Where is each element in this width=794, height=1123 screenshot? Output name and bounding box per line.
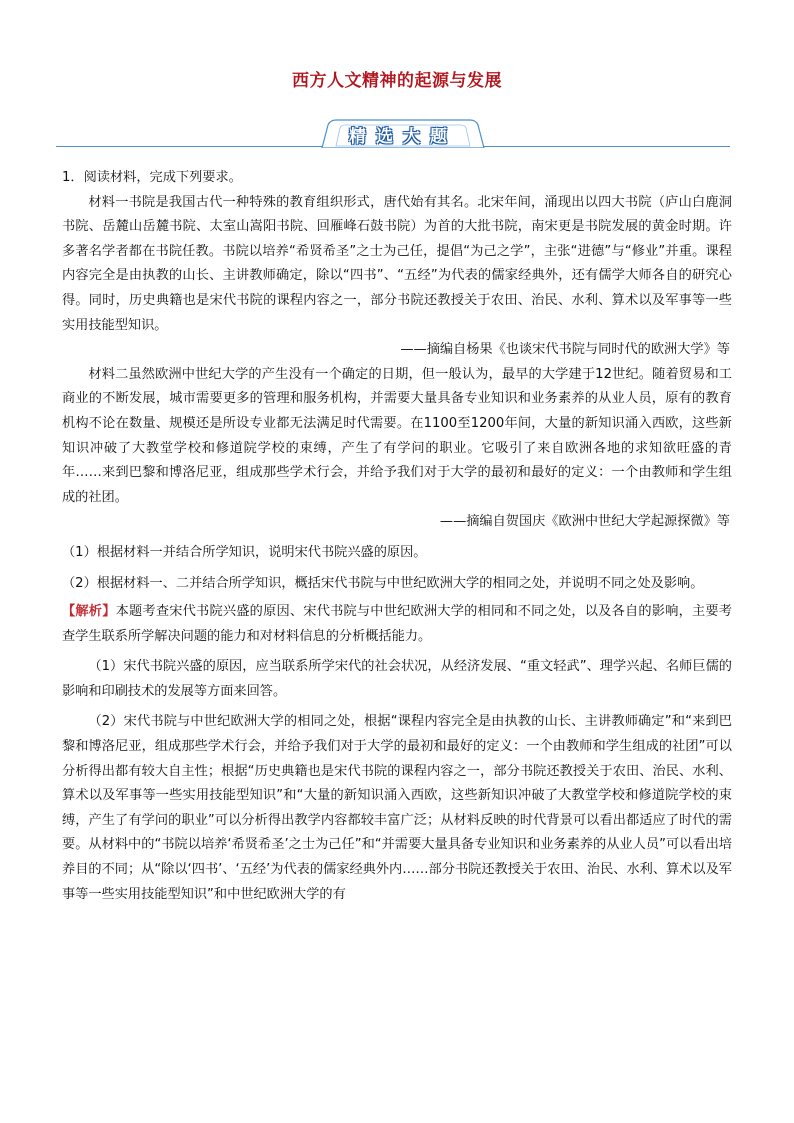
analysis-part-2: （2）宋代书院与中世纪欧洲大学的相同之处，根据“课程内容完全是由执教的山长、主讲教师确定”和“来到巴黎和博洛尼亚，组成那些学术行会，并给予我们对于大学的最初和最好的定义：一个由教师和学生组成的社团”可以分析得出都有较大自主性；根据“历史典籍也是宋代书院的课程内容之一，部分书院还教授关于农田、治民、水利、算术以及军事等一些实用技能型知识”和“大量的新知识涌入西欧，这些新知识冲破了大教堂学校和修道院学校的束缚，产生了有学问的职业”可以分析得出教学内容都较丰富广泛；从材料反映的时代背景可以看出都适应了时代的需要。从材料中的“书院以培养‘希贤希圣’之士为己任”和“并需要大量具备专业知识和业务素养的从业人员”可以看出培养目的不同；从“除以‘四书’、‘五经’为代表的儒家经典外内……部分书院还教授关于农田、治民、水利、算术以及军事等一些实用技能型知识”和中世纪欧洲大学的有 [62, 714, 732, 902]
analysis-part-1: （1）宋代书院兴盛的原因，应当联系所学宋代的社会状况，从经济发展、“重文轻武”、理学兴起、名师巨儒的影响和印刷技术的发展等方面来回答。 [62, 659, 732, 699]
page-title: 西方人文精神的起源与发展 [292, 71, 502, 91]
material-one: 材料一书院是我国古代一种特殊的教育组织形式，唐代始有其名。北宋年间，涌现出以四大书院（庐山白鹿洞书院、岳麓山岳麓书院、太室山嵩阳书院、回雁峰石鼓书院）为首的大批书院，南宋更是书院发展的黄金时期。许多著名学者都在书院任教。书院以培养“希贤希圣”之士为己任，提倡“为己之学”，主张“进德”与“修业”并重。课程内容完全是由执教的山长、主讲教师确定，除以“四书”、“五经”为代表的儒家经典外，还有儒学大师各自的研究心得。同时，历史典籍也是宋代书院的课程内容之一，部分书院还教授关于农田、治民、水利、算术以及军事等一些实用技能型知识。 [62, 194, 732, 333]
section-banner [56, 118, 730, 150]
analysis-intro-paragraph [62, 600, 732, 649]
material-two-source: ——摘编自贺国庆《欧洲中世纪大学起源探微》等 [439, 514, 730, 530]
document-body [62, 166, 732, 907]
analysis-tag: 【解析】 [62, 604, 116, 620]
question-intro: 1．阅读材料，完成下列要求。 [62, 170, 242, 185]
sub-question-1: （1）根据材料一并结合所学知识，说明宋代书院兴盛的原因。 [62, 544, 427, 560]
sub-question-2: （2）根据材料一、二并结合所学知识，概括宋代书院与中世纪欧洲大学的相同之处，并说明不同之处及影响。 [62, 575, 704, 591]
analysis-intro: 本题考查宋代书院兴盛的原因、宋代书院与中世纪欧洲大学的相同和不同之处，以及各自的影响，主要考查学生联系所学解决问题的能力和对材料信息的分析概括能力。 [62, 604, 733, 644]
banner-label: 精选大题 [349, 127, 457, 147]
material-one-source: ——摘编自杨果《也谈宋代书院与同时代的欧洲大学》等 [400, 342, 730, 358]
material-two: 材料二虽然欧洲中世纪大学的产生没有一个确定的日期，但一般认为，最早的大学建于12世纪。随着贸易和工商业的不断发展，城市需要更多的管理和服务机构，并需要大量具备专业知识和业务素养的从业人员，原有的教育机构不论在数量、规模还是所设专业都无法满足时代需要。在1100至1200年间，大量的新知识涌入西欧，这些新知识冲破了大教堂学校和修道院学校的束缚，产生了有学问的职业。它吸引了来自欧洲各地的求知欲旺盛的青年……来到巴黎和博洛尼亚，组成那些学术行会，并给予我们对于大学的最初和最好的定义：一个由教师和学生组成的社团。 [62, 366, 732, 505]
